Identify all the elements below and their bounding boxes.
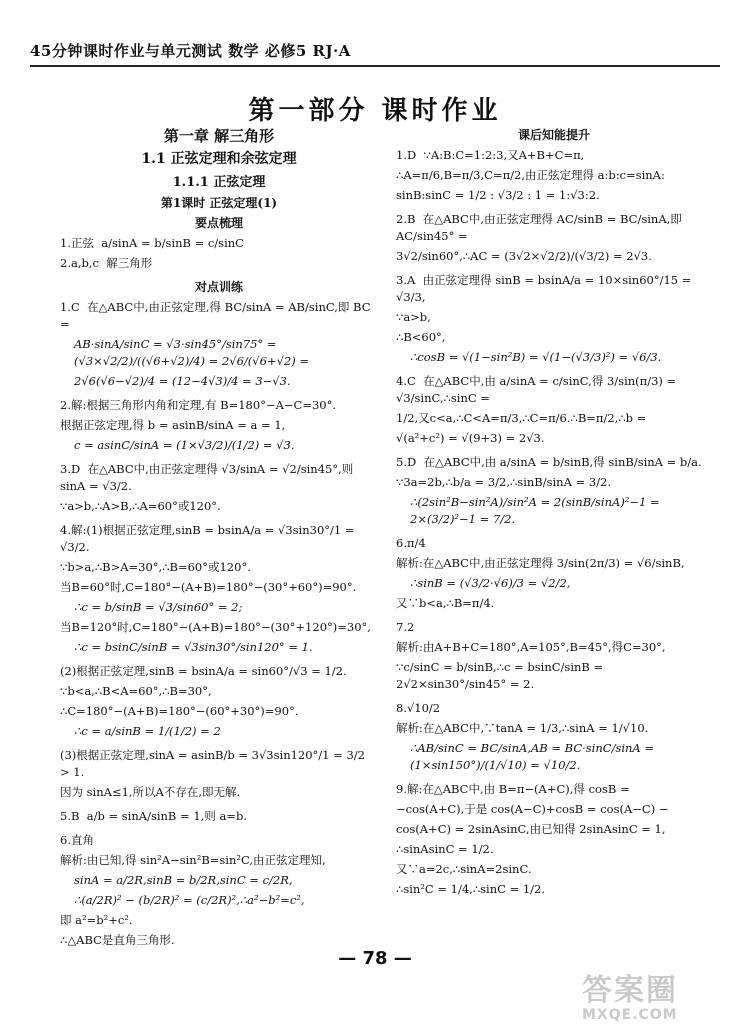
- answer-line: 当B=120°时,C=180°−(A+B)=180°−(30°+120°)=30°,: [60, 620, 371, 634]
- answer-line: sinB:sinC = 1/2 : √3/2 : 1 = 1:√3:2.: [396, 188, 600, 202]
- answer-line: √(a²+c²) = √(9+3) = 2√3.: [396, 431, 545, 445]
- answer-line: 2.B 在△ABC中,由正弦定理得 AC/sinB = BC/sinA,即 AC/sin45° =: [396, 212, 686, 243]
- subsection-title: 1.1.1 正弦定理: [172, 175, 266, 190]
- answer-line: 因为 sinA≤1,所以A不存在,即无解.: [60, 785, 241, 799]
- answer-line: ∵c/sinC = b/sinB,∴c = bsinC/sinB = 2√2×sin30°/sin45° = 2.: [396, 660, 607, 691]
- answer-line: ∴B<60°,: [396, 330, 446, 344]
- practice-heading: 对点训练: [194, 280, 243, 294]
- answer-line: 5.D 在△ABC中,由 a/sinA = b/sinB,得 sinB/sinA = b/a.: [396, 455, 702, 469]
- answer-line: 7.2: [396, 620, 415, 634]
- answer-line: ∴△ABC是直角三角形.: [60, 933, 175, 947]
- answer-line: 即 a²=b²+c².: [60, 913, 133, 927]
- after-class-heading: 课后知能提升: [517, 128, 590, 142]
- answer-line: ∴sin²C = 1/4,∴sinC = 1/2.: [396, 882, 546, 896]
- answer-line: ∴A=π/6,B=π/3,C=π/2,由正弦定理得 a:b:c=sinA:: [396, 168, 665, 182]
- right-column: [396, 124, 712, 954]
- answer-line: ∴sinB = (√3/2·√6)/3 = √2/2,: [410, 576, 571, 590]
- watermark-en: MXQE.COM: [582, 1007, 678, 1023]
- chapter-title: 第一章 解三角形: [163, 127, 275, 145]
- answer-line: 2√6(√6−√2)/4 = (12−4√3)/4 = 3−√3.: [74, 374, 291, 388]
- answer-line: c = asinC/sinA = (1×√3/2)/(1/2) = √3.: [74, 438, 295, 452]
- key-point: 1.正弦 a/sinA = b/sinB = c/sinC: [60, 236, 244, 250]
- answer-line: 6.π/4: [396, 536, 426, 550]
- answer-line: ∵b>a,∴B>A=30°,∴B=60°或120°.: [60, 560, 251, 574]
- watermark-logo: [582, 965, 722, 1025]
- answer-line: 3.A 由正弦定理得 sinB = bsinA/a = 10×sin60°/15 = √3/3,: [396, 273, 696, 304]
- answer-line: ∴(a/2R)² − (b/2R)² = (c/2R)²,∴a²−b²=c²,: [74, 893, 305, 907]
- answer-line: 8.√10/2: [396, 701, 441, 715]
- answer-line: 解析:由已知,得 sin²A−sin²B=sin²C,由正弦定理知,: [60, 853, 326, 867]
- answer-line: ∵b<a,∴B<A=60°,∴B=30°,: [60, 684, 212, 698]
- part-title: 第一部分 课时作业: [248, 96, 502, 126]
- section-title: 1.1 正弦定理和余弦定理: [141, 151, 297, 167]
- key-points-heading: 要点梳理: [194, 216, 243, 230]
- left-column: [60, 124, 378, 959]
- lesson-title: 第1课时 正弦定理(1): [160, 196, 278, 210]
- answer-line: ∵a>b,∴A>B,∴A=60°或120°.: [60, 499, 221, 513]
- page-number: — 78 —: [338, 948, 412, 969]
- answer-line: 6.直角: [60, 833, 94, 847]
- answer-line: 1.C 在△ABC中,由正弦定理,得 BC/sinA = AB/sinC,即 BC =: [60, 300, 375, 331]
- answer-line: AB·sinA/sinC = √3·sin45°/sin75° = (√3×√2/2)/((√6+√2)/4) = 2√6/(√6+√2) =: [74, 337, 309, 368]
- answer-line: −cos(A+C),于是 cos(A−C)+cosB = cos(A−C) −: [396, 802, 669, 816]
- answer-line: 解析:在△ABC中,由正弦定理得 3/sin(2π/3) = √6/sinB,: [396, 556, 685, 570]
- answer-line: 1.D ∵A:B:C=1:2:3,又A+B+C=π,: [396, 148, 585, 162]
- answer-line: 3√2/sin60°,∴AC = (3√2×√2/2)/(√3/2) = 2√3.: [396, 249, 652, 263]
- answer-line: ∴c = bsinC/sinB = √3sin30°/sin120° = 1.: [74, 640, 313, 654]
- answer-line: 1/2,又c<a,∴C<A=π/3,∴C=π/6.∴B=π/2,∴b =: [396, 411, 647, 425]
- answer-line: 解析:由A+B+C=180°,A=105°,B=45°,得C=30°,: [396, 640, 666, 654]
- answer-line: ∴cosB = √(1−sin²B) = √(1−(√3/3)²) = √6/3.: [410, 350, 662, 364]
- answer-line: sinA = a/2R,sinB = b/2R,sinC = c/2R,: [74, 873, 293, 887]
- answer-line: 根据正弦定理,得 b = asinB/sinA = a = 1,: [60, 418, 286, 432]
- answer-line: ∴c = a/sinB = 1/(1/2) = 2: [74, 724, 221, 738]
- answer-line: 3.D 在△ABC中,由正弦定理得 √3/sinA = √2/sin45°,则 sinA = √3/2.: [60, 462, 357, 493]
- answer-line: (2)根据正弦定理,sinB = bsinA/a = sin60°/√3 = 1/2.: [60, 664, 347, 678]
- answer-line: ∴c = b/sinB = √3/sin60° = 2;: [74, 600, 243, 614]
- answer-line: 当B=60°时,C=180°−(A+B)=180°−(30°+60°)=90°.: [60, 580, 357, 594]
- answer-line: ∴C=180°−(A+B)=180°−(60°+30°)=90°.: [60, 704, 299, 718]
- answer-line: 又∵b<a,∴B=π/4.: [396, 596, 495, 610]
- answer-line: 又∵a=2c,∴sinA=2sinC.: [396, 862, 532, 876]
- answer-line: 9.解:在△ABC中,由 B=π−(A+C),得 cosB =: [396, 782, 630, 796]
- answer-line: 解析:在△ABC中,∵tanA = 1/3,∴sinA = 1/√10.: [396, 721, 649, 735]
- key-point: 2.a,b,c 解三角形: [60, 256, 153, 270]
- answer-line: ∵3a=2b,∴b/a = 3/2,∴sinB/sinA = 3/2.: [396, 475, 612, 489]
- answer-line: (3)根据正弦定理,sinA = asinB/b = 3√3sin120°/1 = 3/2 > 1.: [60, 748, 369, 779]
- answer-line: ∴AB/sinC = BC/sinA,AB = BC·sinC/sinA = (1×sin150°)/(1/√10) = √10/2.: [410, 741, 658, 772]
- answer-line: cos(A+C) = 2sinAsinC,由已知得 2sinAsinC = 1,: [396, 822, 666, 836]
- answer-line: ∴sinAsinC = 1/2.: [396, 842, 494, 856]
- answer-line: 4.解:(1)根据正弦定理,sinB = bsinA/a = √3sin30°/1 = √3/2.: [60, 523, 359, 554]
- answer-line: ∵a>b,: [396, 310, 431, 324]
- answer-line: ∴(2sin²B−sin²A)/sin²A = 2(sinB/sinA)²−1 = 2×(3/2)²−1 = 7/2.: [410, 495, 664, 526]
- watermark-cn: 答案圈: [582, 973, 678, 1008]
- answer-line: 4.C 在△ABC中,由 a/sinA = c/sinC,得 3/sin(π/3) = √3/sinC,∴sinC =: [396, 374, 680, 405]
- answer-line: 2.解:根据三角形内角和定理,有 B=180°−A−C=30°.: [60, 398, 336, 412]
- running-header: 45分钟课时作业与单元测试 数学 必修5 RJ·A: [30, 40, 720, 67]
- answer-line: 5.B a/b = sinA/sinB = 1,则 a=b.: [60, 809, 247, 823]
